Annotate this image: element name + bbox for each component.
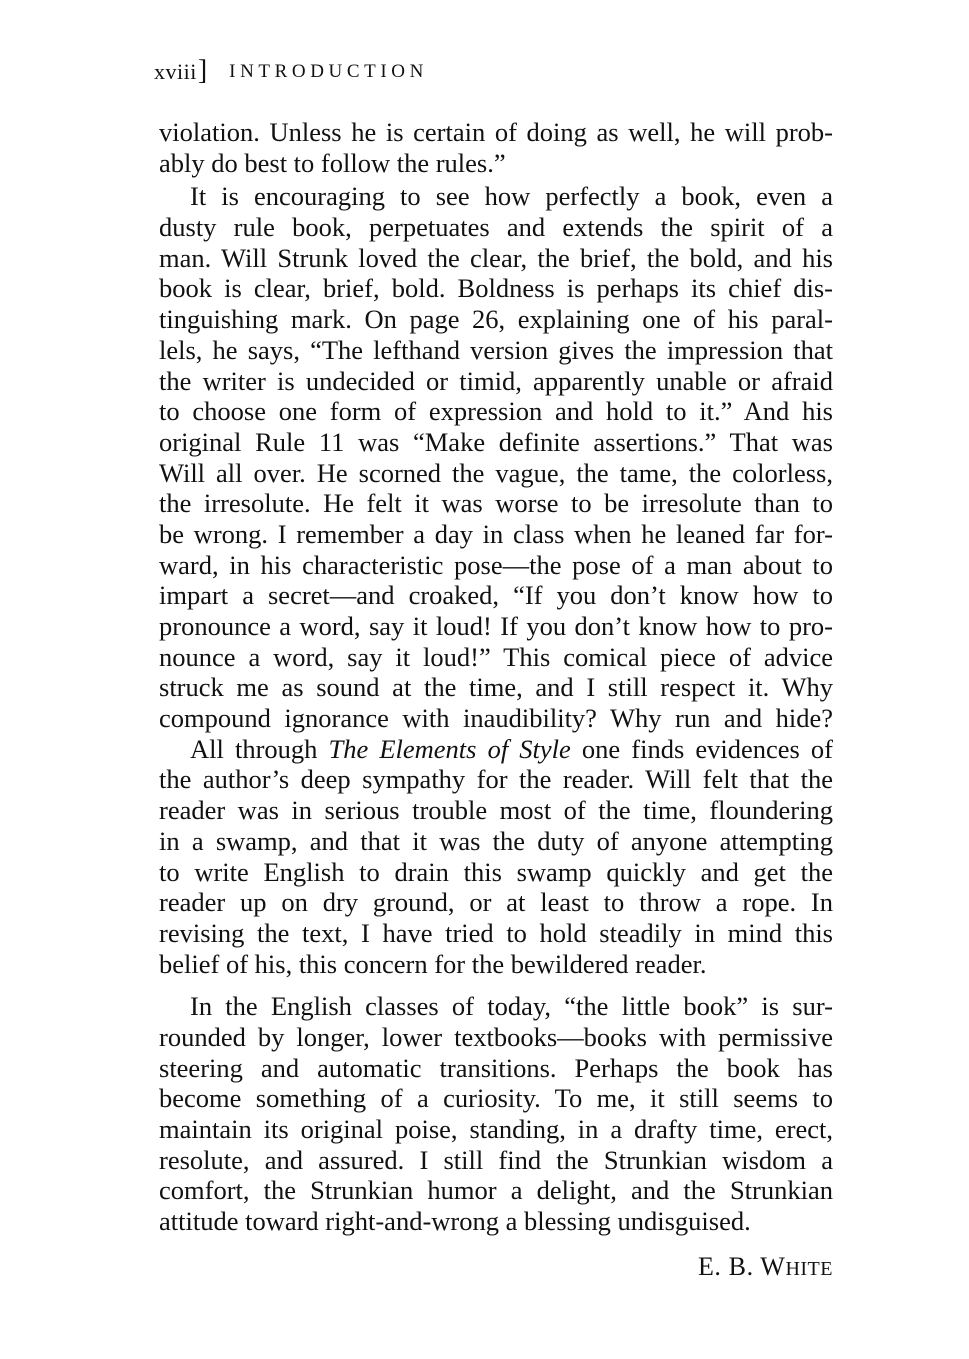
text-line: rounded by longer, lower textbooks—books with permissive bbox=[159, 1021, 833, 1052]
text-line: reader up on dry ground, or at least to throw a rope. In bbox=[159, 887, 833, 918]
text-line: comfort, the Strunkian humor a delight, and the Strunkian bbox=[159, 1175, 833, 1206]
text-line: It is encouraging to see how perfectly a book, even a bbox=[190, 181, 833, 212]
text-line: to write English to drain this swamp quickly and get the bbox=[159, 856, 833, 887]
page-number: xviii bbox=[154, 59, 197, 84]
text-line: impart a secret—and croaked, “If you don’t know how to bbox=[159, 580, 833, 611]
text-line: nounce a word, say it loud!” This comical piece of advice bbox=[159, 641, 833, 672]
text-line: lels, he says, “The lefthand version gives the impression that bbox=[159, 334, 833, 365]
text-line: the irresolute. He felt it was worse to be irresolute than to bbox=[159, 488, 833, 519]
signature-surname: HITE bbox=[785, 1258, 833, 1280]
running-head: INTRODUCTION bbox=[229, 61, 428, 82]
text-line: the author’s deep sympathy for the reader. Will felt that the bbox=[159, 764, 833, 795]
text-line bbox=[159, 734, 833, 765]
paragraph bbox=[159, 991, 833, 1237]
paragraph bbox=[159, 734, 833, 980]
text-line: steering and automatic transitions. Perhaps the book has bbox=[159, 1052, 833, 1083]
signature-initials: E. B. W bbox=[697, 1252, 786, 1281]
text-line: man. Will Strunk loved the clear, the brief, the bold, and his bbox=[159, 242, 833, 273]
page-header bbox=[154, 54, 428, 90]
text-line: ably do best to follow the rules.” bbox=[159, 147, 506, 178]
header-bracket: ] bbox=[197, 55, 208, 86]
text-line: In the English classes of today, “the little book” is sur- bbox=[190, 991, 833, 1022]
text-line: be wrong. I remember a day in class when he leaned far for- bbox=[159, 518, 833, 549]
text-line: tinguishing mark. On page 26, explaining one of his paral- bbox=[159, 304, 833, 335]
text-line: become something of a curiosity. To me, it still seems to bbox=[159, 1083, 833, 1114]
text-line: Will all over. He scorned the vague, the tame, the colorless, bbox=[159, 457, 833, 488]
text-line: the writer is undecided or timid, apparently unable or afraid bbox=[159, 365, 833, 396]
text-run: one finds evidences of bbox=[570, 733, 833, 764]
text-line: in a swamp, and that it was the duty of anyone attempting bbox=[159, 825, 833, 856]
text-line: pronounce a word, say it loud! If you don’t know how to pro- bbox=[159, 611, 833, 641]
text-line: attitude toward right-and-wrong a blessing undisguised. bbox=[159, 1206, 751, 1237]
text-line: maintain its original poise, standing, in a drafty time, erect, bbox=[159, 1114, 833, 1144]
text-line: revising the text, I have tried to hold steadily in mind this bbox=[159, 917, 833, 948]
author-signature bbox=[698, 1252, 833, 1282]
paragraph bbox=[159, 181, 833, 733]
text-line: to choose one form of expression and hold to it.” And his bbox=[159, 396, 833, 427]
text-line: book is clear, brief, bold. Boldness is perhaps its chief dis- bbox=[159, 273, 833, 304]
text-line: resolute, and assured. I still find the Strunkian wisdom a bbox=[159, 1144, 833, 1175]
book-title: The Elements of Style bbox=[328, 733, 571, 764]
text-line: reader was in serious trouble most of the time, floundering bbox=[159, 795, 833, 826]
text-line: compound ignorance with inaudibility? Why run and hide? bbox=[159, 703, 833, 734]
body-text bbox=[159, 117, 833, 1237]
text-line: original Rule 11 was “Make definite assertions.” That was bbox=[159, 426, 833, 457]
text-line: ward, in his characteristic pose—the pose of a man about to bbox=[159, 549, 833, 580]
paragraph bbox=[159, 117, 833, 178]
text-line: violation. Unless he is certain of doing as well, he will prob- bbox=[159, 117, 833, 147]
text-line: belief of his, this concern for the bewildered reader. bbox=[159, 948, 707, 979]
text-line: dusty rule book, perpetuates and extends the spirit of a bbox=[159, 212, 833, 243]
text-run: All through bbox=[190, 733, 329, 764]
text-line: struck me as sound at the time, and I still respect it. Why bbox=[159, 672, 833, 703]
